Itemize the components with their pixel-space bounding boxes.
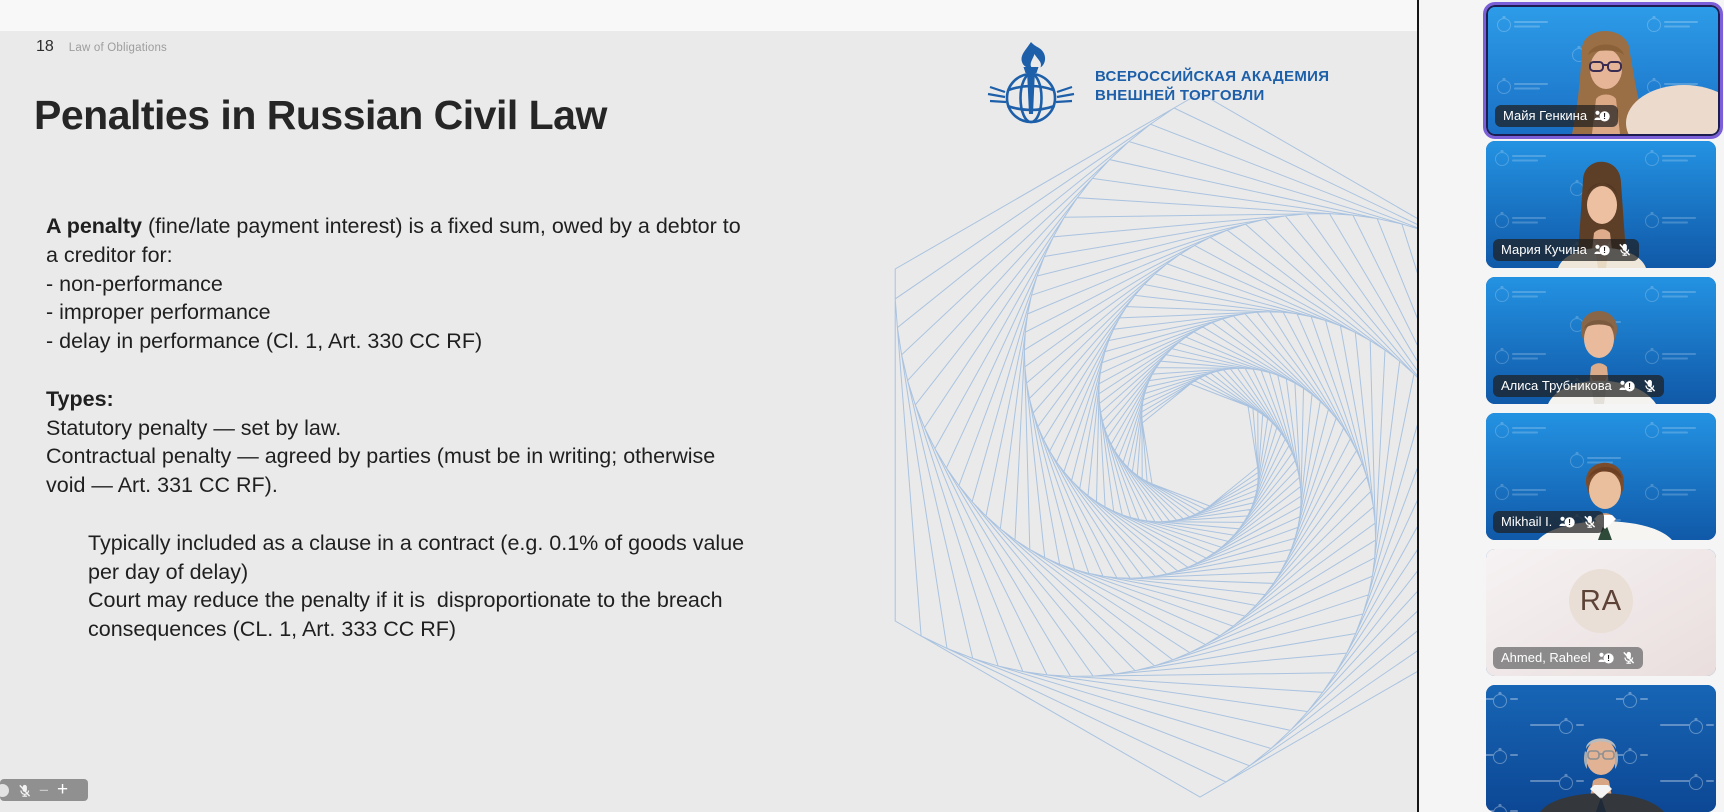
participant-info-icon — [1619, 379, 1635, 392]
academy-logo-line2: ВНЕШНЕЙ ТОРГОВЛИ — [1095, 87, 1265, 104]
note-clause-2: per day of delay) — [88, 559, 249, 584]
types-heading: Types: — [46, 386, 114, 411]
slide-section-header: Law of Obligations — [68, 42, 168, 54]
participant-nameplate — [1493, 239, 1639, 261]
avatar-initials: RA — [1569, 569, 1633, 633]
participant-tile[interactable] — [1486, 549, 1716, 676]
types-statutory: Statutory penalty — set by law. — [46, 415, 342, 440]
bullet-non-performance: - non-performance — [46, 271, 223, 296]
definition-line-1 — [46, 212, 906, 241]
participant-info-icon — [1598, 651, 1614, 664]
definition-rest: (fine/late payment interest) is a fixed sum, owed by a debtor to — [141, 214, 741, 238]
zoom-out-button[interactable]: − — [39, 780, 49, 800]
svg-text:!: ! — [1568, 517, 1572, 528]
participant-name: Майя Генкина — [1503, 108, 1588, 123]
participant-name: Ahmed, Raheel — [1501, 650, 1591, 665]
svg-text:!: ! — [1627, 381, 1631, 392]
torch-globe-icon — [985, 40, 1077, 132]
slide-body — [46, 212, 906, 644]
note-court-1: Court may reduce the penalty if it is disproportionate to the breach — [88, 588, 723, 613]
participant-name: Мария Кучина — [1501, 242, 1587, 257]
bullet-improper-performance: - improper performance — [46, 300, 271, 325]
zoom-in-button[interactable]: + — [56, 778, 69, 800]
mic-muted-icon — [1617, 242, 1631, 257]
participant-tile[interactable] — [1486, 5, 1720, 136]
mic-muted-icon — [1642, 378, 1656, 393]
participant-name: Алиса Трубникова — [1501, 378, 1612, 393]
slide-header — [36, 38, 167, 56]
svg-text:!: ! — [1606, 653, 1610, 664]
participant-name: Mikhail I. — [1501, 514, 1553, 529]
types-contractual-1: Contractual penalty — agreed by parties (must be in writing; otherwise — [46, 444, 716, 469]
participant-nameplate — [1493, 511, 1604, 533]
participant-info-icon — [1594, 109, 1610, 122]
bullet-delay-performance: - delay in performance (Cl. 1, Art. 330 CC RF) — [46, 329, 483, 354]
video-feed — [1486, 685, 1716, 812]
participant-nameplate — [1495, 105, 1618, 127]
note-court-2: consequences (CL. 1, Art. 333 CC RF) — [88, 617, 457, 642]
slide-title: Penalties in Russian Civil Law — [34, 92, 607, 138]
participant-nameplate — [1493, 647, 1643, 669]
mic-muted-icon — [1582, 514, 1596, 529]
participant-tile[interactable] — [1486, 141, 1716, 268]
types-contractual-2: void — Art. 331 CC RF). — [46, 473, 278, 498]
definition-lead: A penalty — [46, 214, 142, 238]
participant-nameplate — [1493, 375, 1664, 397]
svg-text:!: ! — [1603, 111, 1607, 122]
svg-text:!: ! — [1603, 245, 1606, 256]
notes-block — [88, 529, 906, 644]
participant-info-icon — [1559, 515, 1575, 528]
academy-logo-line1: ВСЕРОССИЙСКАЯ АКАДЕМИЯ — [1095, 68, 1330, 85]
slide-top-margin — [0, 0, 1417, 31]
participant-tile[interactable] — [1486, 685, 1716, 812]
academy-logo-text — [1095, 67, 1329, 105]
mic-muted-icon — [1621, 650, 1635, 665]
definition-line-2: a creditor for: — [46, 242, 173, 267]
mic-muted-icon[interactable] — [17, 783, 31, 798]
participant-tile[interactable] — [1486, 413, 1716, 540]
note-clause-1: Typically included as a clause in a contract (e.g. 0.1% of goods value — [88, 530, 745, 555]
participant-tile[interactable] — [1486, 277, 1716, 404]
screen-control-bar[interactable] — [0, 779, 88, 801]
slide-page-number: 18 — [36, 38, 54, 55]
academy-logo — [985, 40, 1329, 132]
status-dot-icon — [0, 784, 9, 797]
participant-info-icon — [1594, 243, 1610, 256]
